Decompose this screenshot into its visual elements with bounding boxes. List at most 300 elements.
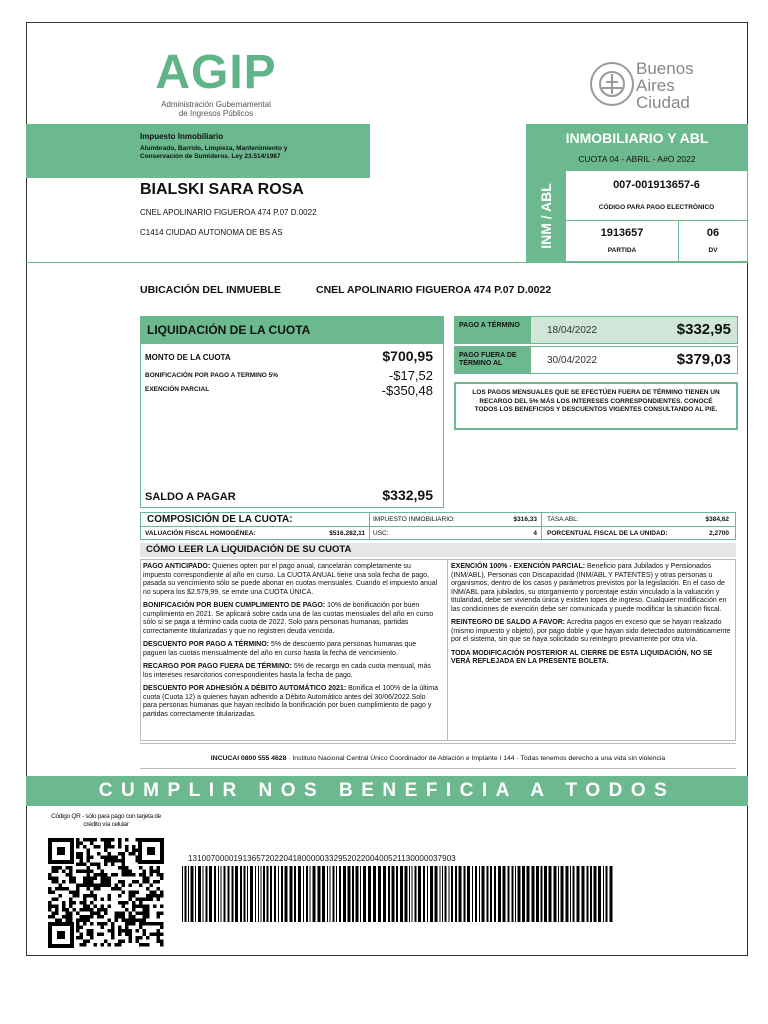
qr-module xyxy=(104,873,108,877)
qr-module xyxy=(48,873,52,877)
qr-module xyxy=(129,873,133,877)
qr-module xyxy=(76,856,80,860)
qr-module xyxy=(160,922,164,926)
qr-module xyxy=(83,880,87,884)
qr-module xyxy=(55,912,59,916)
barcode-bar xyxy=(518,866,521,922)
qr-module xyxy=(153,933,157,937)
barcode-bar xyxy=(532,866,535,922)
qr-module xyxy=(76,838,80,842)
qr-module xyxy=(118,929,122,933)
qr-module xyxy=(101,933,105,937)
qr-module xyxy=(94,894,98,898)
qr-module xyxy=(104,922,108,926)
qr-module xyxy=(132,849,136,853)
qr-module xyxy=(118,845,122,849)
qr-module xyxy=(66,912,70,916)
qr-module xyxy=(132,905,136,909)
qr-module xyxy=(94,943,98,947)
qr-module xyxy=(87,877,91,881)
qr-module xyxy=(111,933,115,937)
qr-module xyxy=(150,891,154,895)
qr-module xyxy=(111,929,115,933)
qr-module xyxy=(115,859,119,863)
qr-module xyxy=(87,838,91,842)
qr-module xyxy=(153,870,157,874)
qr-module xyxy=(118,887,122,891)
qr-module xyxy=(143,873,147,877)
qr-module xyxy=(87,884,91,888)
qr-module xyxy=(97,887,101,891)
saldo-value: $332,95 xyxy=(382,487,433,503)
barcode-bar xyxy=(267,866,269,922)
howto-left-item xyxy=(143,663,441,680)
qr-module xyxy=(146,877,150,881)
qr-module xyxy=(83,908,87,912)
qr-module xyxy=(101,905,105,909)
barcode-bar xyxy=(561,866,564,922)
barcode-bar xyxy=(250,866,253,922)
barcode-bar xyxy=(343,866,346,922)
barcode-bar xyxy=(459,866,462,922)
qr-module xyxy=(118,880,122,884)
qr-module xyxy=(111,936,115,940)
partida-label: PARTIDA xyxy=(607,247,637,254)
qr-module xyxy=(90,891,94,895)
qr-module xyxy=(139,922,143,926)
qr-module xyxy=(87,929,91,933)
city-seal-icon xyxy=(590,62,634,106)
qr-module xyxy=(132,845,136,849)
qr-module xyxy=(62,870,66,874)
qr-module xyxy=(122,891,126,895)
howto-left-item xyxy=(143,641,441,658)
qr-module xyxy=(139,919,143,923)
qr-module xyxy=(115,856,119,860)
qr-module xyxy=(136,912,140,916)
barcode-bar xyxy=(261,866,262,922)
qr-module xyxy=(83,894,87,898)
qr-module xyxy=(136,898,140,902)
qr-module xyxy=(76,842,80,846)
qr-module xyxy=(150,870,154,874)
qr-module xyxy=(125,926,129,930)
qr-module xyxy=(101,856,105,860)
qr-module xyxy=(101,915,105,919)
barcode-bar xyxy=(594,866,597,922)
qr-module xyxy=(101,870,105,874)
qr-module xyxy=(143,915,147,919)
qr-module xyxy=(83,940,87,944)
qr-module xyxy=(62,905,66,909)
qr-module xyxy=(94,884,98,888)
header-divider xyxy=(26,262,748,263)
qr-module xyxy=(83,915,87,919)
howto-left xyxy=(143,563,441,719)
qr-module xyxy=(94,877,98,881)
qr-module xyxy=(160,933,164,937)
qr-module xyxy=(108,880,112,884)
dv-number: 06 xyxy=(706,227,720,239)
qr-module xyxy=(139,926,143,930)
barcode-number: 13100700001913657202204180000033295202200400521130000037903 xyxy=(188,854,456,863)
qr-module xyxy=(146,880,150,884)
barcode-bar xyxy=(368,866,371,922)
qr-module xyxy=(90,838,94,842)
barcode-bar xyxy=(610,866,613,922)
barcode-bar xyxy=(224,866,226,922)
qr-module xyxy=(66,919,70,923)
barcode-bar xyxy=(415,866,417,922)
qr-module xyxy=(157,880,161,884)
qr-module xyxy=(69,919,73,923)
qr-module xyxy=(76,870,80,874)
qr-module xyxy=(146,943,150,947)
qr-module xyxy=(111,922,115,926)
howto-right-text: Beneficio para Jubilados y Pensionados (INM/ABL), Personas con Discapacidad (INM/ABL Y PATENTES) y otras personas u organismos, dentro de los casos y parámetros previstos por la legislación. En el caso de INM/ABL para jubilados, su otorgamiento y porcentaje están vinculado a la valuación y titularidad, debe ser vivienda única y existen topes de ingreso. Cualquier modificación en las condiciones de exención debe ser comunicada y puede modificar la situación fiscal. xyxy=(451,563,727,613)
qr-module xyxy=(69,873,73,877)
imp-value: $316,33 xyxy=(513,516,537,523)
monto-label: MONTO DE LA CUOTA xyxy=(145,353,231,362)
qr-module xyxy=(146,887,150,891)
tasa-label: TASA ABL: xyxy=(547,516,579,523)
qr-module xyxy=(108,852,112,856)
incucai-head: INCUCAI 0800 555 4628 xyxy=(210,755,287,762)
qr-module xyxy=(111,873,115,877)
slogan-text: CUMPLIR NOS BENEFICIA A TODOS xyxy=(98,780,676,801)
qr-module xyxy=(146,894,150,898)
bonif-label: BONIFICACIÓN POR PAGO A TERMINO 5% xyxy=(145,372,279,379)
barcode-bar xyxy=(263,866,265,922)
howto-left-item xyxy=(143,563,441,597)
qr-module xyxy=(52,891,56,895)
qr-module xyxy=(69,880,73,884)
qr-module xyxy=(122,929,126,933)
qr-module xyxy=(111,838,115,842)
qr-module xyxy=(143,877,147,881)
agip-logo xyxy=(146,46,286,118)
barcode-bar xyxy=(577,866,580,922)
qr-module xyxy=(132,922,136,926)
qr-module xyxy=(139,905,143,909)
owner-name: BIALSKI SARA ROSA xyxy=(140,181,304,198)
qr-module xyxy=(150,922,154,926)
qr-module xyxy=(108,838,112,842)
barcode-bar xyxy=(606,866,608,922)
qr-module xyxy=(125,866,129,870)
qr-module xyxy=(146,936,150,940)
tax-header xyxy=(26,124,370,178)
qr-module xyxy=(160,905,164,909)
qr-module xyxy=(122,859,126,863)
qr-module xyxy=(136,880,140,884)
qr-module xyxy=(59,887,63,891)
barcode-bar xyxy=(558,866,559,922)
barcode-bar xyxy=(430,866,433,922)
qr-module xyxy=(108,856,112,860)
qr-module xyxy=(104,856,108,860)
barcode-bar xyxy=(405,866,408,922)
barcode-bar xyxy=(475,866,477,922)
barcode-bar xyxy=(348,866,351,922)
qr-module xyxy=(62,901,66,905)
barcode-bar xyxy=(209,866,212,922)
qr-code xyxy=(48,838,164,948)
code-box xyxy=(566,170,748,262)
qr-module xyxy=(160,912,164,916)
qr-module xyxy=(69,870,73,874)
qr-module xyxy=(48,877,52,881)
qr-module xyxy=(108,929,112,933)
barcode-bar xyxy=(479,866,480,922)
qr-module xyxy=(132,894,136,898)
composicion-title: COMPOSICIÓN DE LA CUOTA: xyxy=(147,514,293,525)
howto-left-head: RECARGO POR PAGO FUERA DE TÉRMINO: xyxy=(143,663,292,670)
barcode-bar xyxy=(330,866,331,922)
qr-module xyxy=(62,887,66,891)
qr-module xyxy=(129,915,133,919)
qr-module xyxy=(76,912,80,916)
qr-module xyxy=(90,880,94,884)
qr-module xyxy=(80,943,84,947)
qr-module xyxy=(150,884,154,888)
pago-termino-amount: $332,95 xyxy=(676,321,731,338)
qr-module xyxy=(111,926,115,930)
qr-module xyxy=(76,845,80,849)
qr-module xyxy=(83,870,87,874)
qr-module xyxy=(118,915,122,919)
qr-module xyxy=(115,943,119,947)
qr-module xyxy=(104,863,108,867)
howto-title: CÓMO LEER LA LIQUIDACIÓN DE SU CUOTA xyxy=(146,544,352,555)
qr-module xyxy=(73,894,77,898)
qr-module xyxy=(52,905,56,909)
qr-module xyxy=(125,908,129,912)
qr-module xyxy=(73,880,77,884)
barcode-bar xyxy=(306,866,308,922)
barcode-bar xyxy=(508,866,510,922)
qr-module xyxy=(108,905,112,909)
qr-module xyxy=(153,891,157,895)
barcode-bar xyxy=(333,866,335,922)
pago-fuera-date: 30/04/2022 xyxy=(547,355,598,366)
barcode-bar xyxy=(327,866,328,922)
qr-module xyxy=(111,863,115,867)
qr-module xyxy=(115,912,119,916)
qr-module xyxy=(101,926,105,930)
barcode-bar xyxy=(435,866,438,922)
saldo-label: SALDO A PAGAR xyxy=(145,491,236,503)
qr-module xyxy=(90,912,94,916)
qr-module xyxy=(83,898,87,902)
howto-right-head: TODA MODIFICACIÓN POSTERIOR AL CIERRE DE ESTA LIQUIDACIÓN, NO SE VERÁ REFLEJADA EN LA PRESENTE BOLETA. xyxy=(451,649,713,665)
qr-module xyxy=(94,905,98,909)
qr-module xyxy=(94,912,98,916)
qr-module xyxy=(115,887,119,891)
qr-module xyxy=(90,915,94,919)
barcode-bar xyxy=(182,866,183,922)
payment-notice xyxy=(454,382,738,430)
howto-right-head: REINTEGRO DE SALDO A FAVOR: xyxy=(451,619,566,626)
payment-code-label: CÓDIGO PARA PAGO ELECTRÓNICO xyxy=(598,204,715,211)
howto-left-head: DESCUENTO POR PAGO A TÉRMINO: xyxy=(143,641,270,648)
qr-module xyxy=(80,936,84,940)
qr-module xyxy=(115,915,119,919)
qr-module xyxy=(160,940,164,944)
qr-module xyxy=(125,919,129,923)
qr-module xyxy=(73,877,77,881)
qr-module xyxy=(146,915,150,919)
barcode-bar xyxy=(214,866,216,922)
qr-module xyxy=(76,884,80,888)
barcode-bar xyxy=(247,866,248,922)
qr-module xyxy=(118,943,122,947)
agip-logo-text: AGIP xyxy=(155,46,277,99)
barcode-bar xyxy=(527,866,530,922)
qr-module xyxy=(122,940,126,944)
qr-module xyxy=(118,842,122,846)
qr-module xyxy=(104,884,108,888)
qr-module xyxy=(129,870,133,874)
qr-module xyxy=(52,866,56,870)
qr-module xyxy=(122,901,126,905)
qr-module xyxy=(118,838,122,842)
qr-module xyxy=(122,880,126,884)
barcode-bar xyxy=(554,866,557,922)
barcode-bar xyxy=(445,866,447,922)
qr-module xyxy=(48,901,52,905)
barcode-bar xyxy=(442,866,443,922)
qr-module xyxy=(66,908,70,912)
barcode-bar xyxy=(185,866,187,922)
qr-module xyxy=(73,901,77,905)
imp-label: IMPUESTO INMOBILIARIO: xyxy=(373,516,455,523)
qr-module xyxy=(118,933,122,937)
barcode-bar xyxy=(339,866,341,922)
qr-module xyxy=(129,919,133,923)
location-label: UBICACIÓN DEL INMUEBLE xyxy=(140,284,281,296)
porcentual-value: 2,2700 xyxy=(709,530,729,537)
invoice-title: INMOBILIARIO Y ABL xyxy=(565,130,709,146)
qr-module xyxy=(139,866,143,870)
composicion-box xyxy=(140,512,736,540)
barcode-bar xyxy=(318,866,321,922)
qr-module xyxy=(157,933,161,937)
qr-module xyxy=(157,915,161,919)
qr-module xyxy=(143,933,147,937)
qr-module xyxy=(160,926,164,930)
qr-module xyxy=(129,891,133,895)
qr-module xyxy=(157,894,161,898)
qr-module xyxy=(129,912,133,916)
barcode-bar xyxy=(235,866,238,922)
qr-module xyxy=(90,884,94,888)
barcode-bar xyxy=(603,866,604,922)
barcode-bar xyxy=(427,866,428,922)
howto-left-text: 5% de descuento para personas humanas que paguen las cuotas mensualmente del año en curso hasta la fecha de vencimiento. xyxy=(143,641,417,657)
barcode-bar xyxy=(573,866,575,922)
qr-module xyxy=(129,922,133,926)
qr-module xyxy=(150,866,154,870)
qr-module xyxy=(111,859,115,863)
qr-module xyxy=(150,898,154,902)
qr-module xyxy=(136,905,140,909)
qr-module xyxy=(87,866,91,870)
qr-module xyxy=(104,880,108,884)
qr-module xyxy=(87,894,91,898)
qr-module xyxy=(129,884,133,888)
pago-fuera-amount: $379,03 xyxy=(676,351,731,368)
barcode-bar xyxy=(278,866,279,922)
qr-module xyxy=(76,887,80,891)
qr-module xyxy=(146,905,150,909)
qr-module xyxy=(90,842,94,846)
qr-module xyxy=(73,891,77,895)
barcode-bar xyxy=(363,866,366,922)
howto-right-item xyxy=(451,563,731,614)
barcode-bar xyxy=(451,866,453,922)
qr-module xyxy=(83,901,87,905)
barcode-bar xyxy=(360,866,361,922)
qr-module xyxy=(48,915,52,919)
qr-module xyxy=(108,859,112,863)
qr-module xyxy=(52,880,56,884)
qr-module xyxy=(108,894,112,898)
qr-module xyxy=(129,852,133,856)
qr-module xyxy=(143,880,147,884)
qr-module xyxy=(150,873,154,877)
barcode-bar xyxy=(336,866,337,922)
barcode xyxy=(182,866,618,922)
qr-module xyxy=(129,894,133,898)
qr-module xyxy=(143,870,147,874)
qr-module xyxy=(143,943,147,947)
qr-module xyxy=(139,884,143,888)
qr-module xyxy=(139,943,143,947)
qr-module xyxy=(55,898,59,902)
qr-module xyxy=(132,919,136,923)
qr-module xyxy=(66,887,70,891)
barcode-bar xyxy=(322,866,325,922)
barcode-bar xyxy=(221,866,222,922)
qr-module xyxy=(108,943,112,947)
barcode-bar xyxy=(590,866,592,922)
barcode-bar xyxy=(549,866,552,922)
dv-label: DV xyxy=(708,247,718,254)
qr-module xyxy=(101,884,105,888)
qr-module xyxy=(160,891,164,895)
qr-module xyxy=(108,845,112,849)
qr-module xyxy=(157,870,161,874)
qr-module xyxy=(143,908,147,912)
exencion-value: -$350,48 xyxy=(381,383,433,398)
barcode-bar xyxy=(270,866,272,922)
qr-module xyxy=(66,915,70,919)
qr-module xyxy=(115,873,119,877)
howto-left-head: PAGO ANTICIPADO: xyxy=(143,563,211,570)
qr-module xyxy=(87,887,91,891)
qr-module xyxy=(97,866,101,870)
qr-module xyxy=(69,905,73,909)
qr-module xyxy=(118,866,122,870)
qr-module xyxy=(104,838,108,842)
qr-module xyxy=(76,929,80,933)
qr-module xyxy=(90,908,94,912)
qr-module xyxy=(55,880,59,884)
howto-left-head: BONIFICACIÓN POR BUEN CUMPLIMIENTO DE PAGO: xyxy=(143,602,326,609)
barcode-bar xyxy=(423,866,425,922)
qr-module xyxy=(90,922,94,926)
